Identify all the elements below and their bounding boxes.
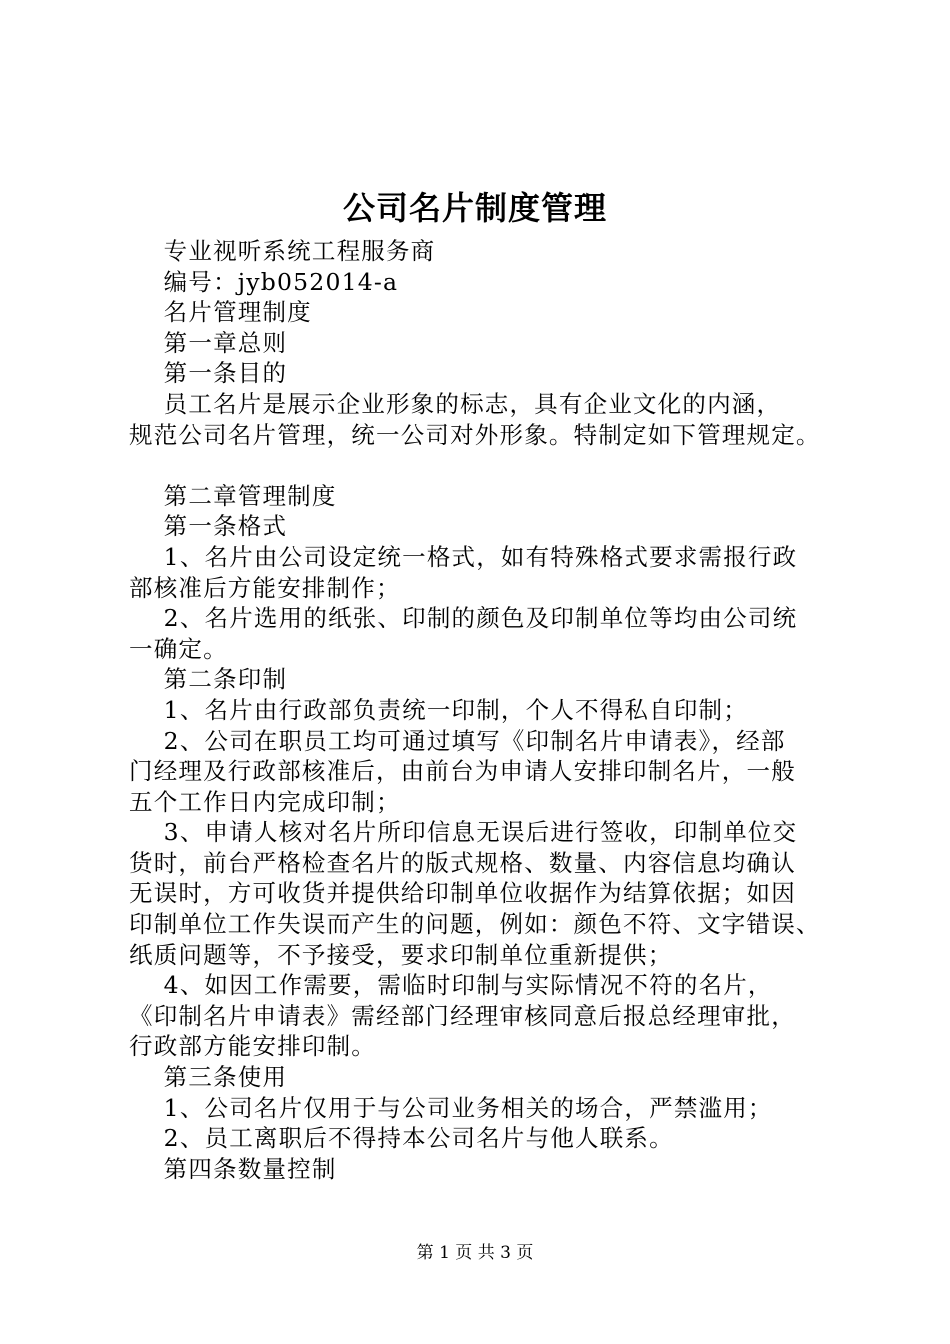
paragraph-gap (129, 450, 844, 481)
body-line: 无误时，方可收货并提供给印制单位收据作为结算依据；如因 (129, 879, 796, 908)
body-line: 行政部方能安排印制。 (129, 1032, 376, 1061)
body-line: 门经理及行政部核准后，由前台为申请人安排印制名片，一般 (129, 757, 796, 786)
body-line: 《印制名片申请表》需经部门经理审核同意后报总经理审批， (129, 1001, 796, 1030)
body-line: 第三条使用 (129, 1063, 288, 1092)
body-line: 印制单位工作失误而产生的问题，例如：颜色不符、文字错误、 (129, 910, 821, 939)
body-line: 员工名片是展示企业形象的标志，具有企业文化的内涵， (129, 389, 782, 418)
body-line: 4、如因工作需要，需临时印制与实际情况不符的名片， (129, 971, 773, 1000)
body-line: 专业视听系统工程服务商 (129, 237, 436, 265)
body-line: 规范公司名片管理，统一公司对外形象。特制定如下管理规定。 (129, 420, 821, 449)
body-line: 第二条印制 (129, 665, 288, 694)
body-line: 1、名片由行政部负责统一印制，个人不得私自印制； (129, 695, 748, 724)
body-line: 名片管理制度 (129, 298, 312, 327)
body-line: 1、名片由公司设定统一格式，如有特殊格式要求需报行政 (129, 542, 798, 571)
document-body (129, 236, 844, 1184)
body-line: 3、申请人核对名片所印信息无误后进行签收，印制单位交 (129, 818, 798, 847)
document-title: 公司名片制度管理 (342, 189, 607, 227)
body-line: 编号：jyb052014-a (129, 267, 399, 296)
body-line: 部核准后方能安排制作； (129, 573, 401, 602)
body-line: 一确定。 (129, 634, 228, 663)
body-line: 第二章管理制度 (129, 481, 337, 510)
body-line: 纸质问题等，不予接受，要求印制单位重新提供； (129, 940, 673, 969)
body-line: 2、名片选用的纸张、印制的颜色及印制单位等均由公司统 (129, 604, 798, 633)
page-footer: 第 1 页 共 3 页 (416, 1243, 534, 1263)
body-line: 第一条目的 (129, 359, 288, 388)
body-line: 第四条数量控制 (129, 1154, 337, 1183)
body-line: 2、公司在职员工均可通过填写《印制名片申请表》，经部 (129, 726, 786, 755)
body-line: 1、公司名片仅用于与公司业务相关的场合，严禁滥用； (129, 1093, 773, 1122)
body-line: 五个工作日内完成印制； (129, 787, 401, 816)
body-line: 货时，前台严格检查名片的版式规格、数量、内容信息均确认 (129, 848, 796, 877)
body-line: 第一条格式 (129, 512, 288, 541)
body-line: 第一章总则 (129, 328, 288, 357)
body-line: 2、员工离职后不得持本公司名片与他人联系。 (129, 1124, 674, 1153)
